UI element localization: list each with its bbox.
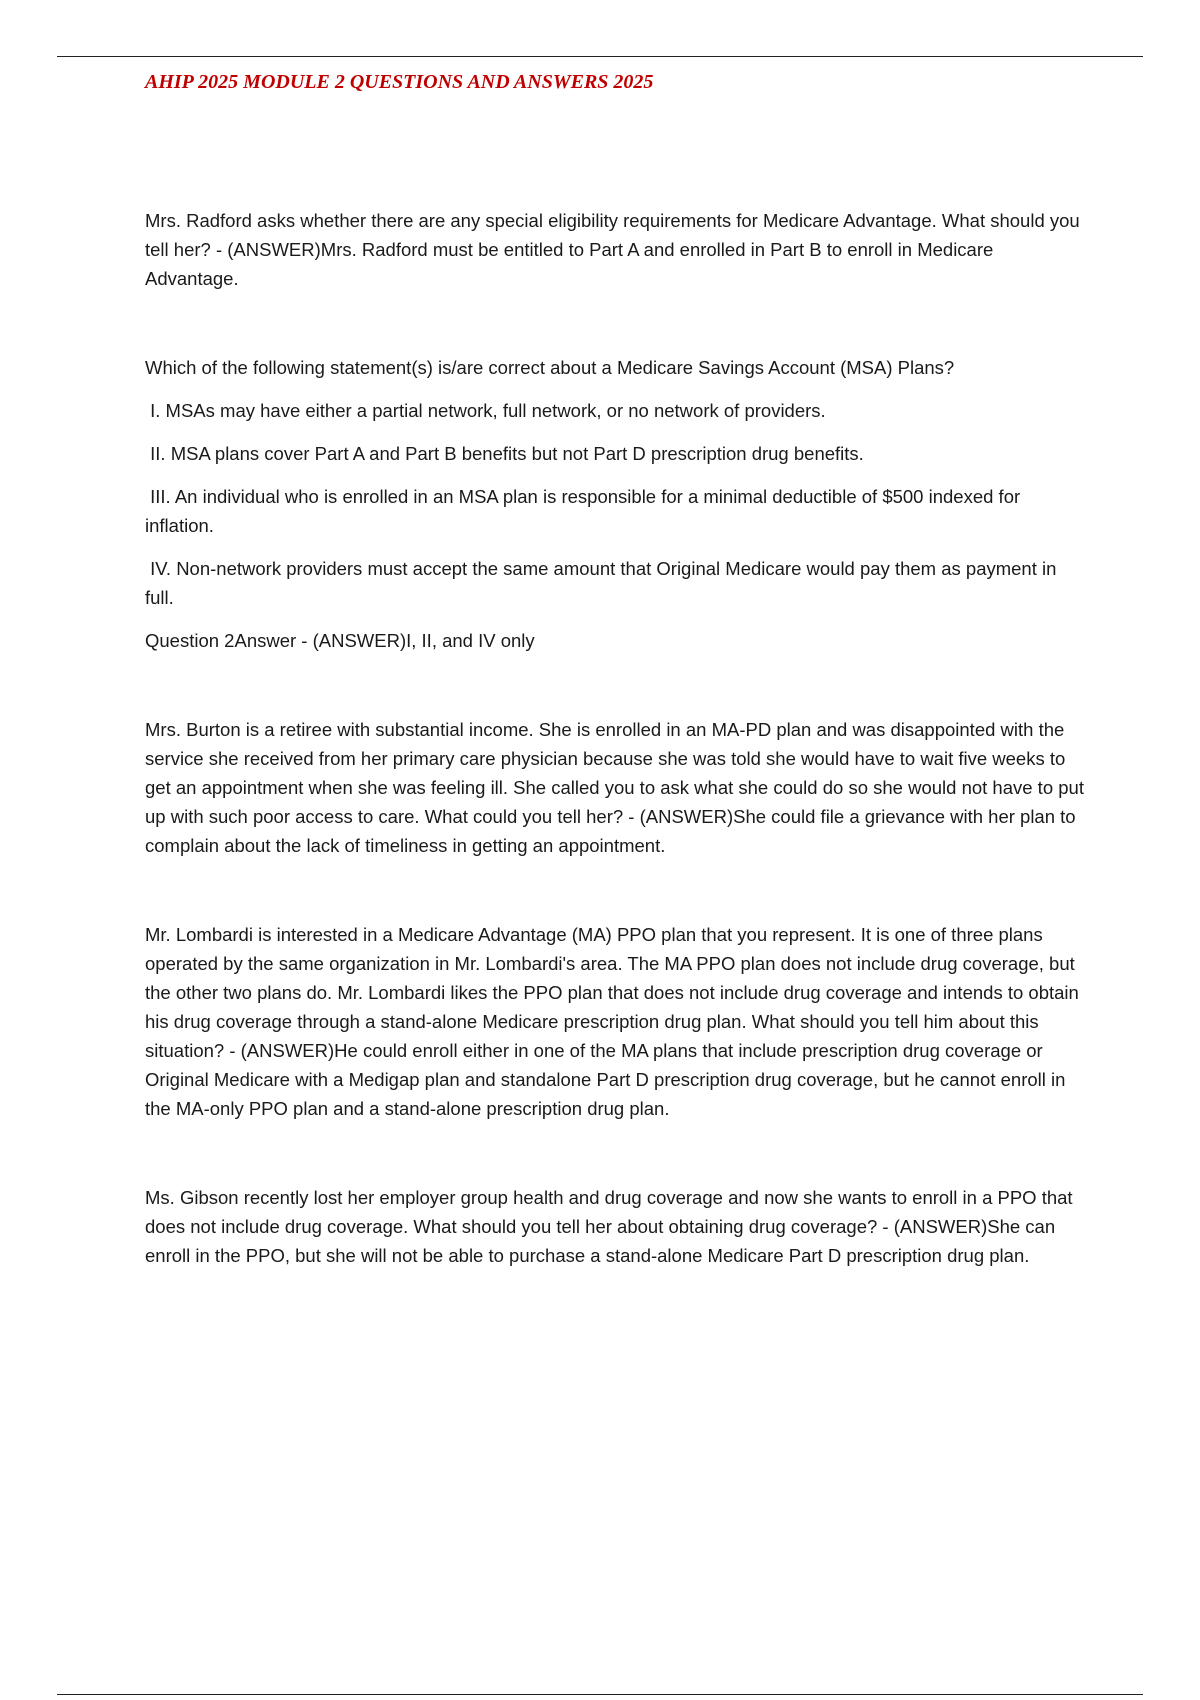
statement-i: I. MSAs may have either a partial network, full network, or no network of providers. [145, 400, 826, 421]
qa-text: Mrs. Burton is a retiree with substantial income. She is enrolled in an MA-PD plan and was disappointed with the service she received from her primary care physician because she was told she would have to wait five weeks to get an appointment when she was feeling ill. She called you to ask what she could do so she would not have to put up with such poor access to care. What could you tell her? - (ANSWER)She could file a grievance with her plan to complain about the lack of timeliness in getting an appointment. [145, 719, 1090, 856]
footer-rule [57, 1694, 1143, 1695]
qa-text: Mrs. Radford asks whether there are any special eligibility requirements for Medicare Advantage. What should you tell her? - (ANSWER)Mrs. Radford must be entitled to Part A and enrolled in Part B to enroll in Medicare Advantage. [145, 210, 1085, 289]
document-title: AHIP 2025 MODULE 2 QUESTIONS AND ANSWERS 2025 [145, 71, 654, 93]
statement-ii: II. MSA plans cover Part A and Part B benefits but not Part D prescription drug benefits. [145, 443, 864, 464]
document-body [145, 206, 1090, 1330]
qa-item-lombardi-ppo [145, 920, 1090, 1123]
qa-item-radford-eligibility [145, 206, 1090, 293]
statement-iii: III. An individual who is enrolled in an MSA plan is responsible for a minimal deductible of $500 indexed for inflation. [145, 486, 1026, 536]
statement-iv: IV. Non-network providers must accept the same amount that Original Medicare would pay them as payment in full. [145, 558, 1062, 608]
header-rule [57, 56, 1143, 57]
answer-text: Question 2Answer - (ANSWER)I, II, and IV only [145, 630, 535, 651]
qa-text: Mr. Lombardi is interested in a Medicare Advantage (MA) PPO plan that you represent. It is one of three plans operated by the same organization in Mr. Lombardi's area. The MA PPO plan does not include drug coverage, but the other two plans do. Mr. Lombardi likes the PPO plan that does not include drug coverage and intends to obtain his drug coverage through a stand-alone Medicare prescription drug plan. What should you tell him about this situation? - (ANSWER)He could enroll either in one of the MA plans that include prescription drug coverage or Original Medicare with a Medigap plan and standalone Part D prescription drug coverage, but he cannot enroll in the MA-only PPO plan and a stand-alone prescription drug plan. [145, 924, 1084, 1119]
qa-text: Ms. Gibson recently lost her employer group health and drug coverage and now she wants to enroll in a PPO that does not include drug coverage. What should you tell her about obtaining drug coverage? - (ANSWER)She can enroll in the PPO, but she will not be able to purchase a stand-alone Medicare Part D prescription drug plan. [145, 1187, 1078, 1266]
question-text: Which of the following statement(s) is/are correct about a Medicare Savings Account (MSA) Plans? [145, 357, 955, 378]
qa-item-gibson-drug-coverage [145, 1183, 1090, 1270]
qa-item-burton-grievance [145, 715, 1090, 860]
qa-item-msa-statements [145, 353, 1090, 655]
